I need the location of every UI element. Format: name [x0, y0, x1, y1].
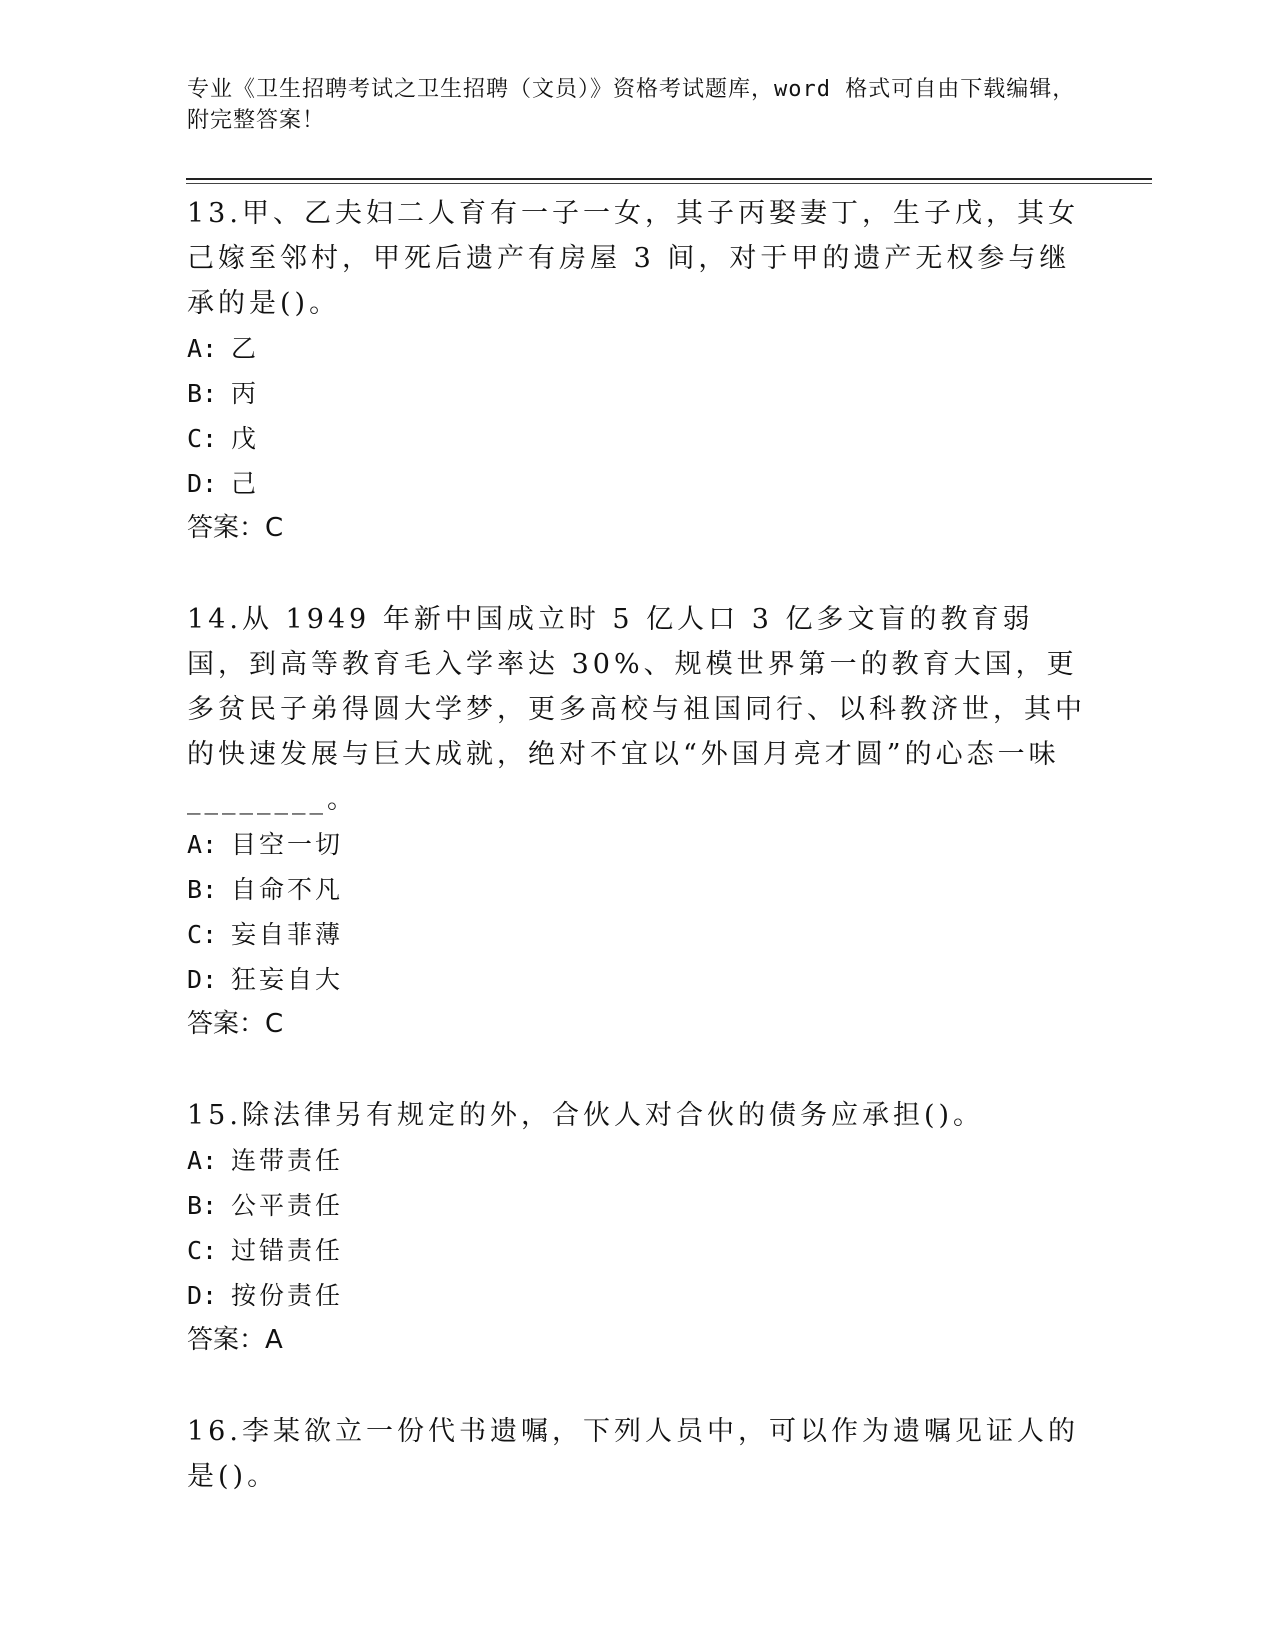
option-a: [187, 822, 1087, 867]
header-divider-thin: [186, 183, 1152, 184]
option-c: [187, 912, 1087, 957]
question-16: [187, 1409, 1087, 1499]
option-letter: B:: [187, 1191, 218, 1220]
option-text: 目空一切: [231, 830, 344, 859]
option-text: 公平责任: [231, 1191, 344, 1220]
question-spacer: [187, 1363, 1087, 1409]
option-text: 过错责任: [231, 1236, 344, 1265]
question-list: [187, 191, 1087, 1499]
option-c: [187, 416, 1087, 461]
option-letter: D:: [187, 965, 218, 994]
document-header: 专业《卫生招聘考试之卫生招聘（文员）》资格考试题库，word 格式可自由下载编辑，附完整答案！: [187, 77, 1076, 133]
answer-line: 答案：A: [187, 1325, 283, 1355]
option-c: [187, 1228, 1087, 1273]
option-text: 连带责任: [231, 1146, 344, 1175]
option-text: 妄自菲薄: [231, 920, 344, 949]
option-text: 自命不凡: [231, 875, 344, 904]
option-text: 狂妄自大: [231, 965, 344, 994]
option-letter: C:: [187, 1236, 218, 1265]
option-letter: B:: [187, 379, 218, 408]
option-letter: D:: [187, 469, 218, 498]
question-spacer: [187, 551, 1087, 597]
option-b: [187, 1183, 1087, 1228]
option-letter: A:: [187, 334, 218, 363]
question-13: [187, 191, 1087, 551]
answer-line: 答案：C: [187, 1009, 284, 1039]
option-text: 按份责任: [231, 1281, 344, 1310]
option-text: 戊: [231, 424, 260, 453]
option-d: [187, 1273, 1087, 1318]
option-b: [187, 867, 1087, 912]
option-a: [187, 326, 1087, 371]
option-d: [187, 957, 1087, 1002]
question-spacer: [187, 1047, 1087, 1093]
header-divider-thick: [186, 178, 1152, 180]
option-letter: D:: [187, 1281, 218, 1310]
answer-line: 答案：C: [187, 513, 284, 543]
option-letter: B:: [187, 875, 218, 904]
option-letter: C:: [187, 920, 218, 949]
question-stem: 15.除法律另有规定的外，合伙人对合伙的债务应承担()。: [187, 1100, 985, 1131]
question-stem: 14.从 1949 年新中国成立时 5 亿人口 3 亿多文盲的教育弱国，到高等教育毛入学率达 30%、规模世界第一的教育大国，更多贫民子弟得圆大学梦，更多高校与祖国同行、以科教济世，其中的快速发展与巨大成就，绝对不宜以“外国月亮才圆”的心态一味________。: [187, 604, 1086, 815]
option-b: [187, 371, 1087, 416]
option-text: 乙: [231, 334, 260, 363]
question-15: [187, 1093, 1087, 1363]
option-letter: A:: [187, 1146, 218, 1175]
option-d: [187, 461, 1087, 506]
option-a: [187, 1138, 1087, 1183]
option-text: 丙: [231, 379, 260, 408]
option-text: 己: [231, 469, 260, 498]
question-stem: 16.李某欲立一份代书遗嘱，下列人员中，可以作为遗嘱见证人的是()。: [187, 1416, 1079, 1492]
question-14: [187, 597, 1087, 1047]
option-letter: A:: [187, 830, 218, 859]
option-letter: C:: [187, 424, 218, 453]
question-stem: 13.甲、乙夫妇二人育有一子一女，其子丙娶妻丁，生子戊，其女己嫁至邻村，甲死后遗产有房屋 3 间，对于甲的遗产无权参与继承的是()。: [187, 198, 1079, 319]
